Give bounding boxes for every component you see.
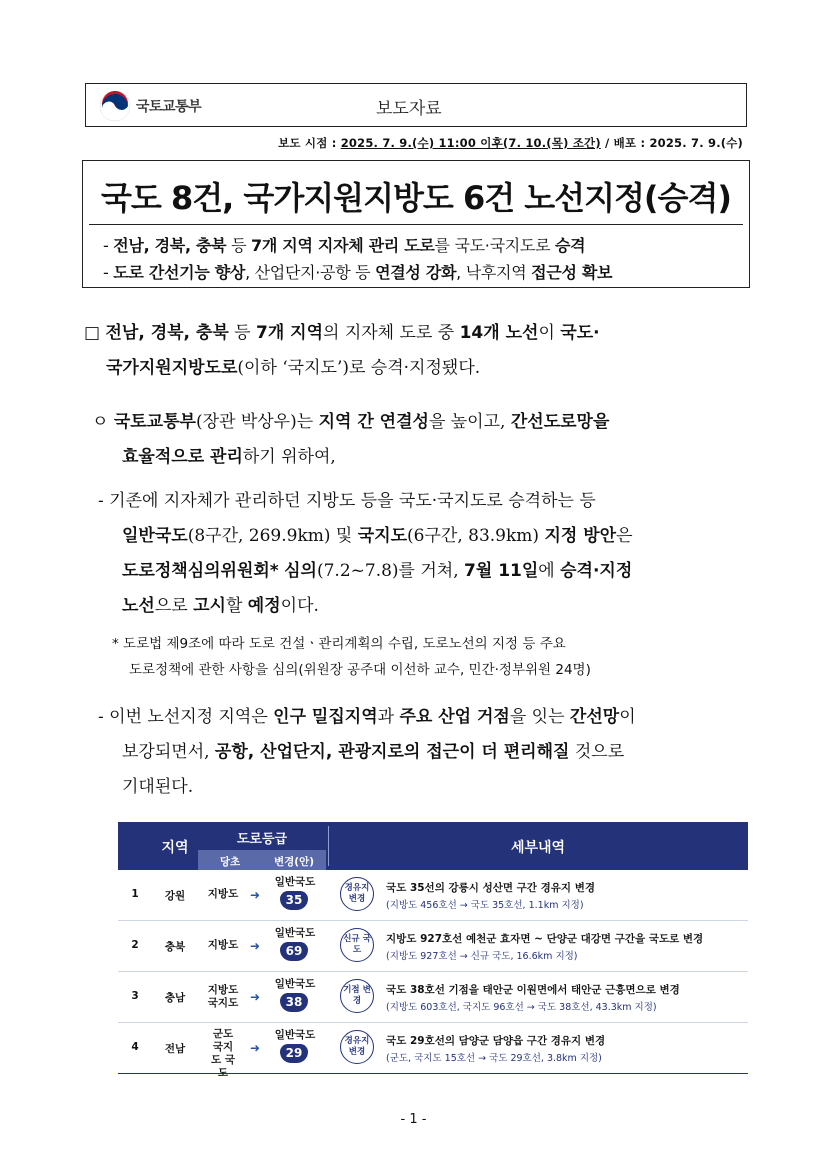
arrow-icon: ➜ <box>250 939 261 953</box>
arrow-icon: ➜ <box>250 1041 261 1055</box>
route-shield-icon: 35 <box>280 891 308 910</box>
embargo-time: 2025. 7. 9.(수) 11:00 이후(7. 10.(목) 조간) <box>340 136 601 150</box>
header-detail: 세부내역 <box>510 840 566 856</box>
paragraph-4-line-3: 기대된다. <box>122 777 194 797</box>
paragraph-4-line-2: 보강되면서, 공항, 산업단지, 관광지로의 접근이 더 편리해질 것으로 <box>122 742 625 762</box>
paragraph-2-line-1: ㅇ 국토교통부(장관 박상우)는 지역 간 연결성을 높이고, 간선도로망을 <box>92 412 610 432</box>
page-title: 국도 8건, 국가지원지방도 6건 노선지정(승격) <box>100 179 731 217</box>
route-shield-icon: 29 <box>280 1044 308 1063</box>
table-row: 4 전남 군도 국지도 국도 ➜ 일반국도 29 경유지 변경 국도 29호선의 담양군 담양읍 구간 경유지 변경 (군도, 국지도 15호선 → 국도 29호선, 3.8km 지정) <box>118 1023 748 1074</box>
table-row: 3 충남 지방도 국지도 ➜ 일반국도 38 기점 변경 국도 38호선 기점을 태안군 이원면에서 태안군 근흥면으로 변경 (지방도 603호선, 국지도 96호선 → 국도 38호선, 43.3km 지정) <box>118 972 748 1023</box>
footnote-line-2: 도로정책에 관한 사항을 심의(위원장 공주대 이선하 교수, 민간·정부위원 24명) <box>129 662 591 678</box>
subtitle-1: - 전남, 경북, 충북 등 7개 지역 지자체 관리 도로를 국도·국지도로 승격 <box>103 236 586 255</box>
change-badge: 경유지 변경 <box>340 1030 374 1064</box>
header-after: 변경(안) <box>273 856 315 868</box>
paragraph-2-line-2: 효율적으로 관리하기 위하여, <box>122 447 336 467</box>
distribution-time: 배포 : 2025. 7. 9.(수) <box>613 136 743 150</box>
route-shield-icon: 69 <box>280 942 308 961</box>
change-badge: 기점 변경 <box>340 979 374 1013</box>
paragraph-3-line-2: 일반국도(8구간, 269.9km) 및 국지도(6구간, 83.9km) 지정 방안은 <box>122 526 633 546</box>
paragraph-4-line-1: - 이번 노선지정 지역은 인구 밀집지역과 주요 산업 거점을 잇는 간선망이 <box>98 707 636 727</box>
header-grade: 도로등급 <box>236 832 288 847</box>
title-box <box>82 160 750 288</box>
paragraph-1-line-1: □ 전남, 경북, 충북 등 7개 지역의 지자체 도로 중 14개 노선이 국도· <box>84 323 600 343</box>
change-badge: 경유지 변경 <box>340 877 374 911</box>
ministry-logo-icon <box>98 89 132 123</box>
arrow-icon: ➜ <box>250 888 261 902</box>
footnote-line-1: * 도로법 제9조에 따라 도로 건설ㆍ관리계획의 수립, 도로노선의 지정 등 주요 <box>112 636 566 652</box>
header-box <box>85 83 747 127</box>
page-number: - 1 - <box>400 1112 427 1127</box>
header-before: 당초 <box>219 856 241 868</box>
subtitle-2: - 도로 간선기능 향상, 산업단지·공항 등 연결성 강화, 낙후지역 접근성 확보 <box>103 263 613 282</box>
paragraph-3-line-4: 노선으로 고시할 예정이다. <box>122 596 319 616</box>
route-shield-icon: 38 <box>280 993 308 1012</box>
paragraph-3-line-1: - 기존에 지자체가 관리하던 지방도 등을 국도·국지도로 승격하는 등 <box>98 491 596 511</box>
paragraph-3-line-3: 도로정책심의위원회* 심의(7.2~7.8)를 거쳐, 7월 11일에 승격·지정 <box>122 561 633 581</box>
release-info: 보도 시점 : 2025. 7. 9.(수) 11:00 이후(7. 10.(목) 조간) / 배포 : 2025. 7. 9.(수) <box>278 136 743 150</box>
change-badge: 신규 국도 <box>340 928 374 962</box>
document-type: 보도자료 <box>376 99 442 119</box>
route-table <box>118 822 748 1079</box>
arrow-icon: ➜ <box>250 990 261 1004</box>
header-region: 지역 <box>161 840 189 856</box>
paragraph-1-line-2: 국가지원지방도로(이하 ‘국지도’)로 승격·지정됐다. <box>106 358 481 378</box>
ministry-name: 국토교통부 <box>136 99 202 115</box>
title-divider <box>89 224 743 225</box>
table-row: 1 강원 지방도 ➜ 일반국도 35 경유지 변경 국도 35선의 강릉시 성산면 구간 경유지 변경 (지방도 456호선 → 국도 35호선, 1.1km 지정) <box>118 870 748 921</box>
table-row: 2 충북 지방도 ➜ 일반국도 69 신규 국도 지방도 927호선 예천군 효자면 ~ 단양군 대강면 구간을 국도로 변경 (지방도 927호선 → 신규 국도, 16.6km 지정) <box>118 921 748 972</box>
